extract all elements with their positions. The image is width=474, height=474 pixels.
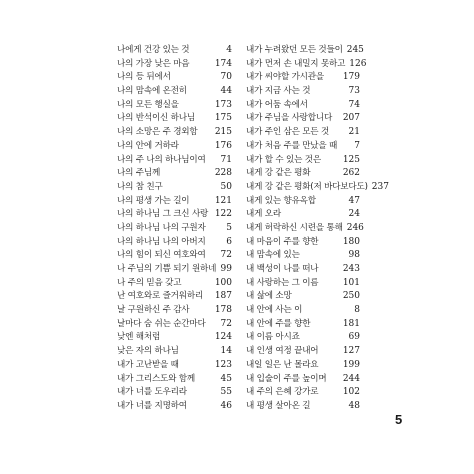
entry-title: 내 백성이 나를 떠나 xyxy=(246,264,319,274)
index-entry xyxy=(246,154,360,168)
entry-title: 내 안에 주를 향한 xyxy=(246,318,311,329)
entry-title: 낮은 자의 하나님 xyxy=(117,346,179,357)
entry-title: 내가 주님을 사랑합니다 xyxy=(246,113,333,124)
entry-title: 날 구원하신 주 감사 xyxy=(117,305,190,316)
entry-page-number: 228 xyxy=(214,168,232,179)
entry-title: 나의 주 나의 하나님이여 xyxy=(117,154,206,165)
entry-page-number: 173 xyxy=(214,99,232,110)
entry-title: 내 이름 아시죠 xyxy=(246,332,300,343)
index-entry xyxy=(246,236,360,250)
entry-page-number: 176 xyxy=(214,140,232,151)
index-entry xyxy=(117,58,232,72)
index-entry xyxy=(246,373,360,387)
entry-page-number: 71 xyxy=(220,154,232,165)
index-entry xyxy=(246,208,360,222)
index-entry xyxy=(117,386,232,400)
entry-page-number: 122 xyxy=(214,209,232,220)
entry-title: 내게 강 같은 평화 xyxy=(246,168,311,179)
entry-title: 나의 하나님 나의 아버지 xyxy=(117,236,206,247)
entry-page-number: 14 xyxy=(220,346,232,357)
index-column-left xyxy=(117,44,232,414)
entry-page-number: 99 xyxy=(220,264,232,274)
entry-page-number: 7 xyxy=(354,140,360,151)
entry-page-number: 55 xyxy=(220,387,232,398)
entry-title: 내 평생 살아온 길 xyxy=(246,400,311,411)
entry-page-number: 6 xyxy=(226,236,232,247)
index-entry xyxy=(117,290,232,304)
index-entry xyxy=(246,85,360,99)
index-entry xyxy=(246,58,367,72)
index-entry xyxy=(246,71,360,85)
entry-title: 내 삶에 소망 xyxy=(246,291,292,302)
entry-title: 나의 힘이 되신 여호와여 xyxy=(117,250,206,261)
page-number: 5 xyxy=(395,412,403,427)
entry-page-number: 101 xyxy=(342,277,360,288)
entry-page-number: 5 xyxy=(226,222,232,233)
entry-title: 내가 지금 사는 것 xyxy=(246,86,311,97)
entry-title: 내가 고난받을 때 xyxy=(117,359,179,370)
entry-page-number: 121 xyxy=(214,195,232,206)
entry-title: 나의 맘속에 온전히 xyxy=(117,86,187,97)
entry-title: 나의 평생 가는 길이 xyxy=(117,195,190,206)
entry-title: 나에게 건강 있는 것 xyxy=(117,45,190,55)
index-entry xyxy=(117,140,232,154)
entry-page-number: 72 xyxy=(220,250,232,261)
index-entry xyxy=(117,112,232,126)
index-entry xyxy=(117,400,232,414)
index-entry xyxy=(117,345,232,359)
index-entry xyxy=(246,331,360,345)
entry-page-number: 215 xyxy=(214,127,232,138)
index-entry xyxy=(246,181,389,195)
index-entry xyxy=(117,71,232,85)
entry-page-number: 207 xyxy=(342,113,360,124)
entry-page-number: 72 xyxy=(220,318,232,329)
entry-page-number: 181 xyxy=(342,318,360,329)
index-entry xyxy=(117,263,232,277)
entry-title: 날마다 숨 쉬는 순간마다 xyxy=(117,318,206,329)
entry-title: 나의 가장 낮은 마음 xyxy=(117,58,190,69)
entry-title: 나의 참 친구 xyxy=(117,181,163,192)
index-entry xyxy=(246,195,360,209)
index-entry xyxy=(117,222,232,236)
entry-title: 내게 있는 향유옥합 xyxy=(246,195,316,206)
entry-title: 내가 어둠 속에서 xyxy=(246,99,308,110)
entry-page-number: 4 xyxy=(226,45,232,55)
entry-title: 내 입술이 주를 높이며 xyxy=(246,373,327,384)
entry-page-number: 125 xyxy=(342,154,360,165)
index-entry xyxy=(117,167,232,181)
index-entry xyxy=(246,318,360,332)
entry-page-number: 179 xyxy=(342,72,360,83)
entry-title: 내게 오라 xyxy=(246,209,281,220)
entry-page-number: 44 xyxy=(220,86,232,97)
entry-title: 내가 할 수 있는 것은 xyxy=(246,154,321,165)
index-entry xyxy=(117,277,232,291)
entry-title: 나의 모든 행실을 xyxy=(117,99,179,110)
entry-title: 내게 허락하신 시련을 통해 xyxy=(246,222,343,233)
entry-title: 내게 강 같은 평화(저 바다보다도) xyxy=(246,181,368,192)
index-entry xyxy=(246,44,364,58)
entry-page-number: 47 xyxy=(348,195,360,206)
entry-title: 내 인생 여정 끝내어 xyxy=(246,346,319,357)
entry-page-number: 250 xyxy=(342,291,360,302)
entry-page-number: 178 xyxy=(214,305,232,316)
entry-title: 내가 너를 지명하여 xyxy=(117,400,187,411)
entry-title: 낮엔 해처럼 xyxy=(117,332,161,343)
index-entry xyxy=(117,249,232,263)
index-column-right xyxy=(246,44,389,414)
entry-page-number: 245 xyxy=(346,45,364,55)
entry-page-number: 24 xyxy=(348,209,360,220)
index-entry xyxy=(246,167,360,181)
entry-page-number: 102 xyxy=(342,387,360,398)
index-entry xyxy=(117,331,232,345)
entry-page-number: 73 xyxy=(348,86,360,97)
entry-page-number: 262 xyxy=(342,168,360,179)
entry-page-number: 100 xyxy=(214,277,232,288)
entry-page-number: 46 xyxy=(220,400,232,411)
index-entry xyxy=(117,126,232,140)
entry-title: 내 맘속에 있는 xyxy=(246,250,300,261)
entry-page-number: 48 xyxy=(348,400,360,411)
entry-title: 나의 안에 거하라 xyxy=(117,140,179,151)
index-entry xyxy=(117,304,232,318)
index-entry xyxy=(246,290,360,304)
entry-title: 내가 너를 도우리라 xyxy=(117,387,187,398)
entry-title: 내 마음이 주를 향한 xyxy=(246,236,319,247)
entry-title: 나 주의 믿음 갖고 xyxy=(117,277,182,288)
index-entry xyxy=(246,400,360,414)
index-entry xyxy=(246,304,360,318)
index-entry xyxy=(117,236,232,250)
index-entry xyxy=(246,126,360,140)
entry-page-number: 98 xyxy=(348,250,360,261)
index-entry xyxy=(246,99,360,113)
entry-title: 나의 하나님 나의 구원자 xyxy=(117,222,206,233)
index-entry xyxy=(117,318,232,332)
index-entry xyxy=(117,359,232,373)
index-entry xyxy=(117,181,232,195)
entry-page-number: 50 xyxy=(220,181,232,192)
entry-title: 나의 소망은 주 경외함 xyxy=(117,127,198,138)
entry-title: 내 주의 은혜 강가로 xyxy=(246,387,319,398)
index-entry xyxy=(117,85,232,99)
entry-title: 내가 그리스도와 함께 xyxy=(117,373,195,384)
index-entry xyxy=(246,222,364,236)
entry-title: 나의 주님께 xyxy=(117,168,161,179)
index-entry xyxy=(246,359,360,373)
entry-page-number: 70 xyxy=(220,72,232,83)
entry-title: 내일 일은 난 몰라요 xyxy=(246,359,319,370)
index-entry xyxy=(246,277,360,291)
entry-title: 나의 등 뒤에서 xyxy=(117,72,171,83)
entry-title: 내 안에 사는 이 xyxy=(246,305,303,316)
index-entry xyxy=(246,386,360,400)
entry-title: 난 여호와로 즐거워하리 xyxy=(117,291,204,302)
entry-page-number: 243 xyxy=(342,264,360,274)
index-entry xyxy=(117,373,232,387)
index-entry xyxy=(117,208,232,222)
entry-page-number: 175 xyxy=(214,113,232,124)
entry-title: 나의 하나님 그 크신 사랑 xyxy=(117,209,209,220)
index-entry xyxy=(246,345,360,359)
index-entry xyxy=(246,263,360,277)
entry-page-number: 21 xyxy=(348,127,360,138)
entry-page-number: 69 xyxy=(348,332,360,343)
index-entry xyxy=(117,195,232,209)
entry-title: 내가 씨야할 가시관을 xyxy=(246,72,324,83)
index-entry xyxy=(246,112,360,126)
entry-title: 내가 주인 삼은 모든 것 xyxy=(246,127,330,138)
index-entry xyxy=(246,140,360,154)
entry-page-number: 74 xyxy=(348,99,360,110)
entry-page-number: 8 xyxy=(354,305,360,316)
entry-page-number: 124 xyxy=(214,332,232,343)
entry-page-number: 180 xyxy=(342,236,360,247)
entry-page-number: 199 xyxy=(342,359,360,370)
index-entry xyxy=(117,44,232,58)
entry-page-number: 127 xyxy=(342,346,360,357)
entry-page-number: 187 xyxy=(214,291,232,302)
entry-page-number: 244 xyxy=(342,373,360,384)
entry-title: 나의 반석이신 하나님 xyxy=(117,113,195,124)
entry-page-number: 237 xyxy=(371,181,389,192)
index-entry xyxy=(117,99,232,113)
entry-page-number: 246 xyxy=(346,222,364,233)
entry-page-number: 126 xyxy=(349,58,367,69)
entry-title: 내 사랑하는 그 이름 xyxy=(246,277,319,288)
entry-title: 나 주님의 기쁨 되기 원하네 xyxy=(117,264,217,274)
index-entry xyxy=(117,154,232,168)
entry-page-number: 174 xyxy=(214,58,232,69)
entry-title: 내가 먼저 손 내밀지 못하고 xyxy=(246,58,346,69)
entry-title: 내가 처음 주를 만났을 때 xyxy=(246,140,338,151)
entry-page-number: 45 xyxy=(220,373,232,384)
entry-page-number: 123 xyxy=(214,359,232,370)
entry-title: 내가 누려왔던 모든 것들이 xyxy=(246,45,343,55)
index-entry xyxy=(246,249,360,263)
